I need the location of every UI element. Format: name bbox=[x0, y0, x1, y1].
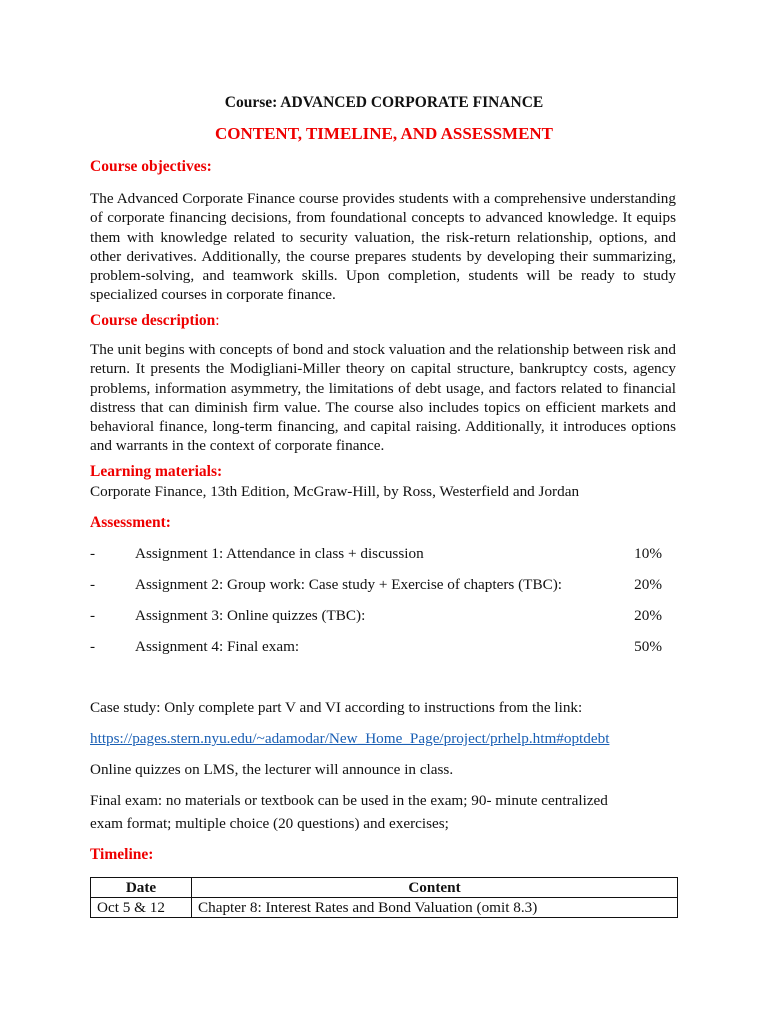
assessment-heading: Assessment: bbox=[90, 514, 171, 531]
final-exam-note-line-1: Final exam: no materials or textbook can be used in the exam; 90- minute centralized bbox=[90, 792, 608, 809]
case-study-link[interactable]: https://pages.stern.nyu.edu/~adamodar/New_Home_Page/project/prhelp.htm#optdebt bbox=[90, 730, 610, 747]
assessment-item-label: Assignment 4: Final exam: bbox=[135, 638, 300, 655]
assessment-item-label: Assignment 1: Attendance in class + discussion bbox=[135, 545, 424, 562]
table-row bbox=[91, 898, 678, 918]
assessment-item-weight: 10% bbox=[634, 545, 662, 562]
assessment-item-label: Assignment 3: Online quizzes (TBC): bbox=[135, 607, 366, 624]
final-exam-note-line-2: exam format; multiple choice (20 questions) and exercises; bbox=[90, 815, 449, 832]
description-paragraph: The unit begins with concepts of bond and stock valuation and the relationship between risk and return. It presents the Modigliani-Miller theory on capital structure, bankruptcy costs, agency problems, information asymmetry, the limitations of debt usage, and factors related to financial distress that can diminish firm value. The course also includes topics on efficient markets and behavioral finance, long-term financing, and capital raising. Additionally, it introduces options and warrants in the context of corporate finance. bbox=[90, 341, 676, 455]
assessment-item-weight: 20% bbox=[634, 576, 662, 593]
timeline-cell-content: Chapter 8: Interest Rates and Bond Valuation (omit 8.3) bbox=[192, 898, 678, 918]
timeline-header-row bbox=[91, 878, 678, 898]
document-subtitle: CONTENT, TIMELINE, AND ASSESSMENT bbox=[214, 124, 554, 143]
timeline-cell-date: Oct 5 & 12 bbox=[91, 898, 192, 918]
timeline-column-date: Date bbox=[91, 878, 192, 898]
timeline-heading: Timeline: bbox=[90, 846, 154, 863]
case-study-note: Case study: Only complete part V and VI according to instructions from the link: bbox=[90, 699, 583, 716]
quizzes-note: Online quizzes on LMS, the lecturer will announce in class. bbox=[90, 761, 454, 778]
materials-text: Corporate Finance, 13th Edition, McGraw-Hill, by Ross, Westerfield and Jordan bbox=[90, 483, 580, 500]
materials-heading: Learning materials: bbox=[90, 463, 223, 480]
timeline-column-content: Content bbox=[192, 878, 678, 898]
description-heading-colon: : bbox=[215, 312, 220, 329]
assessment-item-label: Assignment 2: Group work: Case study + Exercise of chapters (TBC): bbox=[135, 576, 562, 593]
course-title: Course: ADVANCED CORPORATE FINANCE bbox=[224, 94, 544, 111]
objectives-heading: Course objectives: bbox=[90, 158, 212, 175]
assessment-item-dash: - bbox=[90, 607, 96, 624]
assessment-item-dash: - bbox=[90, 638, 96, 655]
timeline-table bbox=[90, 877, 678, 918]
assessment-item-dash: - bbox=[90, 576, 96, 593]
objectives-paragraph: The Advanced Corporate Finance course provides students with a comprehensive understanding of corporate financing decisions, from foundational concepts to advanced knowledge. It equips them with knowledge related to security valuation, the risk-return relationship, options, and other derivatives. Additionally, the course prepares students by developing their summarizing, problem-solving, and teamwork skills. Upon completion, students will be ready to study specialized courses in corporate finance. bbox=[90, 190, 676, 304]
assessment-item-dash: - bbox=[90, 545, 96, 562]
assessment-item-weight: 50% bbox=[634, 638, 662, 655]
description-heading-label: Course description bbox=[90, 312, 216, 329]
assessment-item-weight: 20% bbox=[634, 607, 662, 624]
description-heading bbox=[90, 312, 220, 330]
